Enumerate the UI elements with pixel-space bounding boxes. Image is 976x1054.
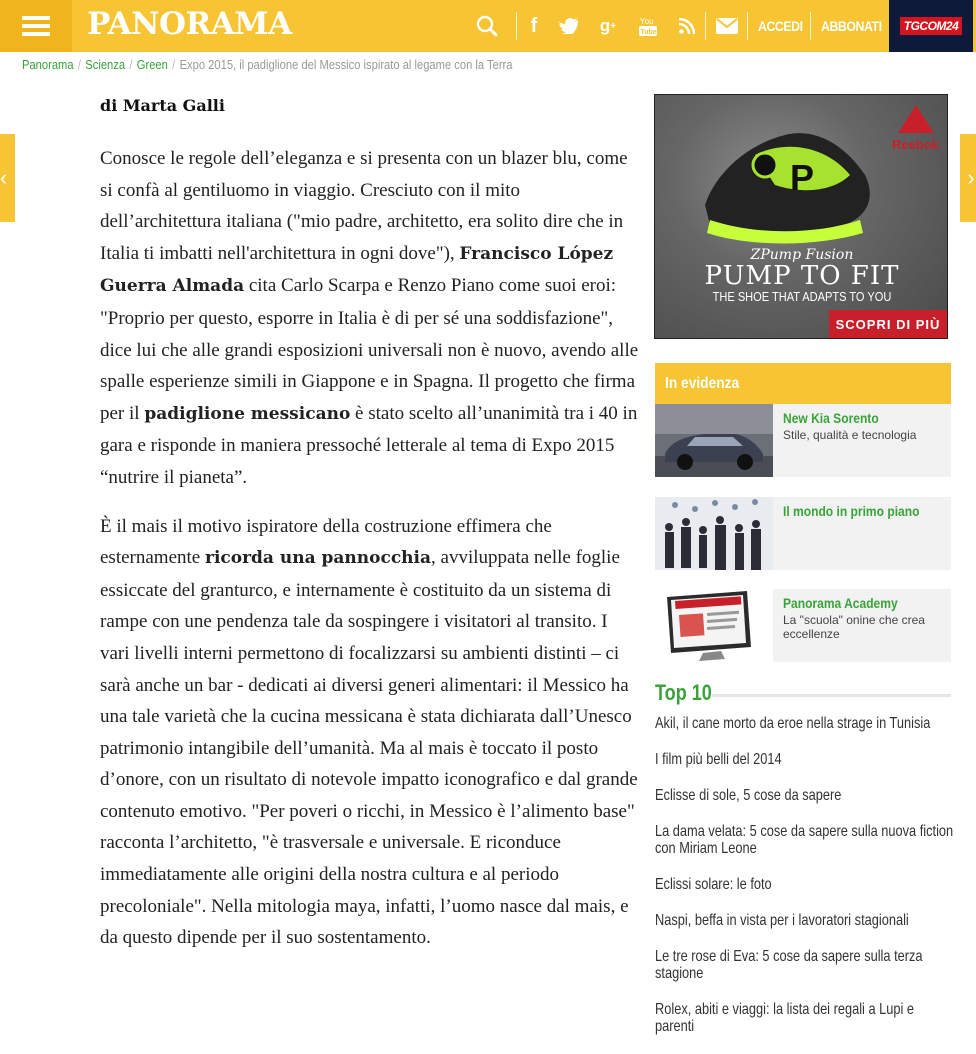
top10-item[interactable]: Eclisse di sole, 5 cose da sapere <box>655 787 842 804</box>
promo-title[interactable]: Il mondo in primo piano <box>783 503 920 519</box>
ad-line-1: ZPump Fusion <box>750 247 854 263</box>
menu-button[interactable] <box>0 0 72 52</box>
subscribe-button[interactable]: ABBONATI <box>821 18 882 34</box>
youtube-icon[interactable] <box>636 0 660 52</box>
top10-list <box>655 715 955 1054</box>
ad-line-2: PUMP TO FIT <box>704 261 900 291</box>
shoe-image <box>695 115 895 255</box>
rss-icon[interactable] <box>676 0 698 52</box>
separator <box>705 12 706 40</box>
hamburger-icon <box>22 16 50 36</box>
divider <box>712 694 951 697</box>
article-paragraph: Conosce le regole dell’eleganza e si presenta con un blazer blu, come si confà al gentiluomo in viaggio. Cresciuto con il mito dell’architettura italiana ("mio padre, architetto, era solito dire che in Italia ti imbatti nell'architettura in ogni dove"), Francisco López Guerra Almada cita Carlo Scarpa e Renzo Piano come suoi eroi: "Proprio per questo, esporre in Italia è di per sé una soddisfazione", dice lui che alle grandi esposizioni universali non è nuovo, avendo alle spalle esperienze simili in Giappone e in Spagna. Il progetto che firma per il padiglione messicano è stato scelto all’unanimità tra i 40 in gara e risponde in maniera pressoché letterale al tema di Expo 2015 “nutrire il pianeta”. <box>100 148 639 488</box>
google-plus-icon[interactable]: g + <box>599 16 617 35</box>
tgcom24-logo: TGCOM24 <box>900 17 963 35</box>
top10-item[interactable]: Akil, il cane morto da eroe nella strage in Tunisia <box>655 715 931 732</box>
breadcrumb: Panorama / Scienza / Green / Expo 2015, il padiglione del Messico ispirato al legame con la Terra <box>22 57 513 72</box>
breadcrumb-home[interactable]: Panorama <box>22 57 74 72</box>
ad-cta-button[interactable]: SCOPRI DI PIÙ <box>829 310 947 338</box>
top10-title: Top 10 <box>655 680 712 705</box>
top10-item[interactable]: Le tre rose di Eva: 5 cose da sapere sulla terza stagione <box>655 948 923 982</box>
twitter-icon[interactable] <box>556 0 580 52</box>
reebok-logo: Reebok <box>892 105 939 152</box>
next-article-arrow[interactable] <box>960 134 976 222</box>
promo-desc: Stile, qualità e tecnologia <box>783 428 917 442</box>
article-paragraph: È il mais il motivo ispiratore della costruzione effimera che esternamente ricorda una pannocchia, avviluppata nelle foglie essiccate del granturco, e internamente è costituito da un sistema di rampe con une pendenza tale da sospingere i visitatori al transito. I vari livelli interni permettono di focalizzarsi su ambienti distinti – ci sarà anche un bar - dedicati ai diversi generi alimentari: il Messico ha una tale varietà che la cucina messicana è stata dichiarata dall’Unesco patrimonio intangibile dell’umanità. Ma al mais è toccato il posto d’onore, con un risultato di notevole impatto iconografico e dal grande contenuto emotivo. "Per poveri o ricchi, in Messico è l’alimento base" racconta l’architetto, "è trasversale e universale. E riconduce immediatamente alle origini della nostra cultura e al periodo precoloniale". Nella mitologia maya, infatti, l’uomo nasce dal mais, e da questo dipende per il suo sostentamento. <box>100 515 638 949</box>
car-thumbnail <box>655 404 773 477</box>
reebok-ad-banner[interactable] <box>654 94 948 339</box>
article-author: di Marta Galli <box>100 96 225 115</box>
chevron-left-icon: ‹ <box>0 165 8 190</box>
tgcom24-link[interactable] <box>889 0 973 52</box>
svg-text:Tube: Tube <box>640 29 657 36</box>
business-thumbnail <box>655 497 773 570</box>
breadcrumb-green[interactable]: Green <box>136 57 168 72</box>
top-bar <box>0 0 976 52</box>
mail-icon[interactable] <box>714 0 740 52</box>
search-icon[interactable] <box>474 0 500 52</box>
promo-title[interactable]: New Kia Sorento <box>783 410 879 426</box>
top10-item[interactable]: La dama velata: 5 cose da sapere sulla nuova fiction con Miriam Leone <box>655 823 954 857</box>
promo-title[interactable]: Panorama Academy <box>783 595 898 611</box>
separator <box>810 12 811 40</box>
login-button[interactable]: ACCEDI <box>758 18 803 34</box>
top10-item[interactable]: I film più belli del 2014 <box>655 751 782 768</box>
top10-item[interactable]: Eclissi solare: le foto <box>655 876 772 893</box>
promo-item[interactable] <box>655 497 951 570</box>
promo-item[interactable] <box>655 404 951 477</box>
article-body <box>100 143 640 971</box>
top10-item[interactable]: Rolex, abiti e viaggi: la lista dei regali a Lupi e parenti <box>655 1001 914 1035</box>
separator <box>516 12 517 40</box>
breadcrumb-current: Expo 2015, il padiglione del Messico ispirato al legame con la Terra <box>179 57 513 72</box>
svg-text:P: P <box>790 157 815 198</box>
promo-desc: La "scuola" onine che crea eccellenze <box>783 613 925 641</box>
ad-line-3: THE SHOE THAT ADAPTS TO YOU <box>712 289 892 304</box>
top10-item[interactable]: Naspi, beffa in vista per i lavoratori stagionali <box>655 912 909 929</box>
in-evidenza-header: In evidenza <box>655 363 951 404</box>
academy-thumbnail <box>655 589 773 662</box>
svg-text:You: You <box>640 17 654 26</box>
facebook-icon[interactable]: f <box>530 14 538 37</box>
site-logo[interactable]: PANORAMA <box>87 6 292 42</box>
chevron-right-icon: › <box>967 165 975 190</box>
promo-item[interactable] <box>655 589 951 662</box>
breadcrumb-scienza[interactable]: Scienza <box>85 57 126 72</box>
separator <box>747 12 748 40</box>
prev-article-arrow[interactable] <box>0 134 15 222</box>
